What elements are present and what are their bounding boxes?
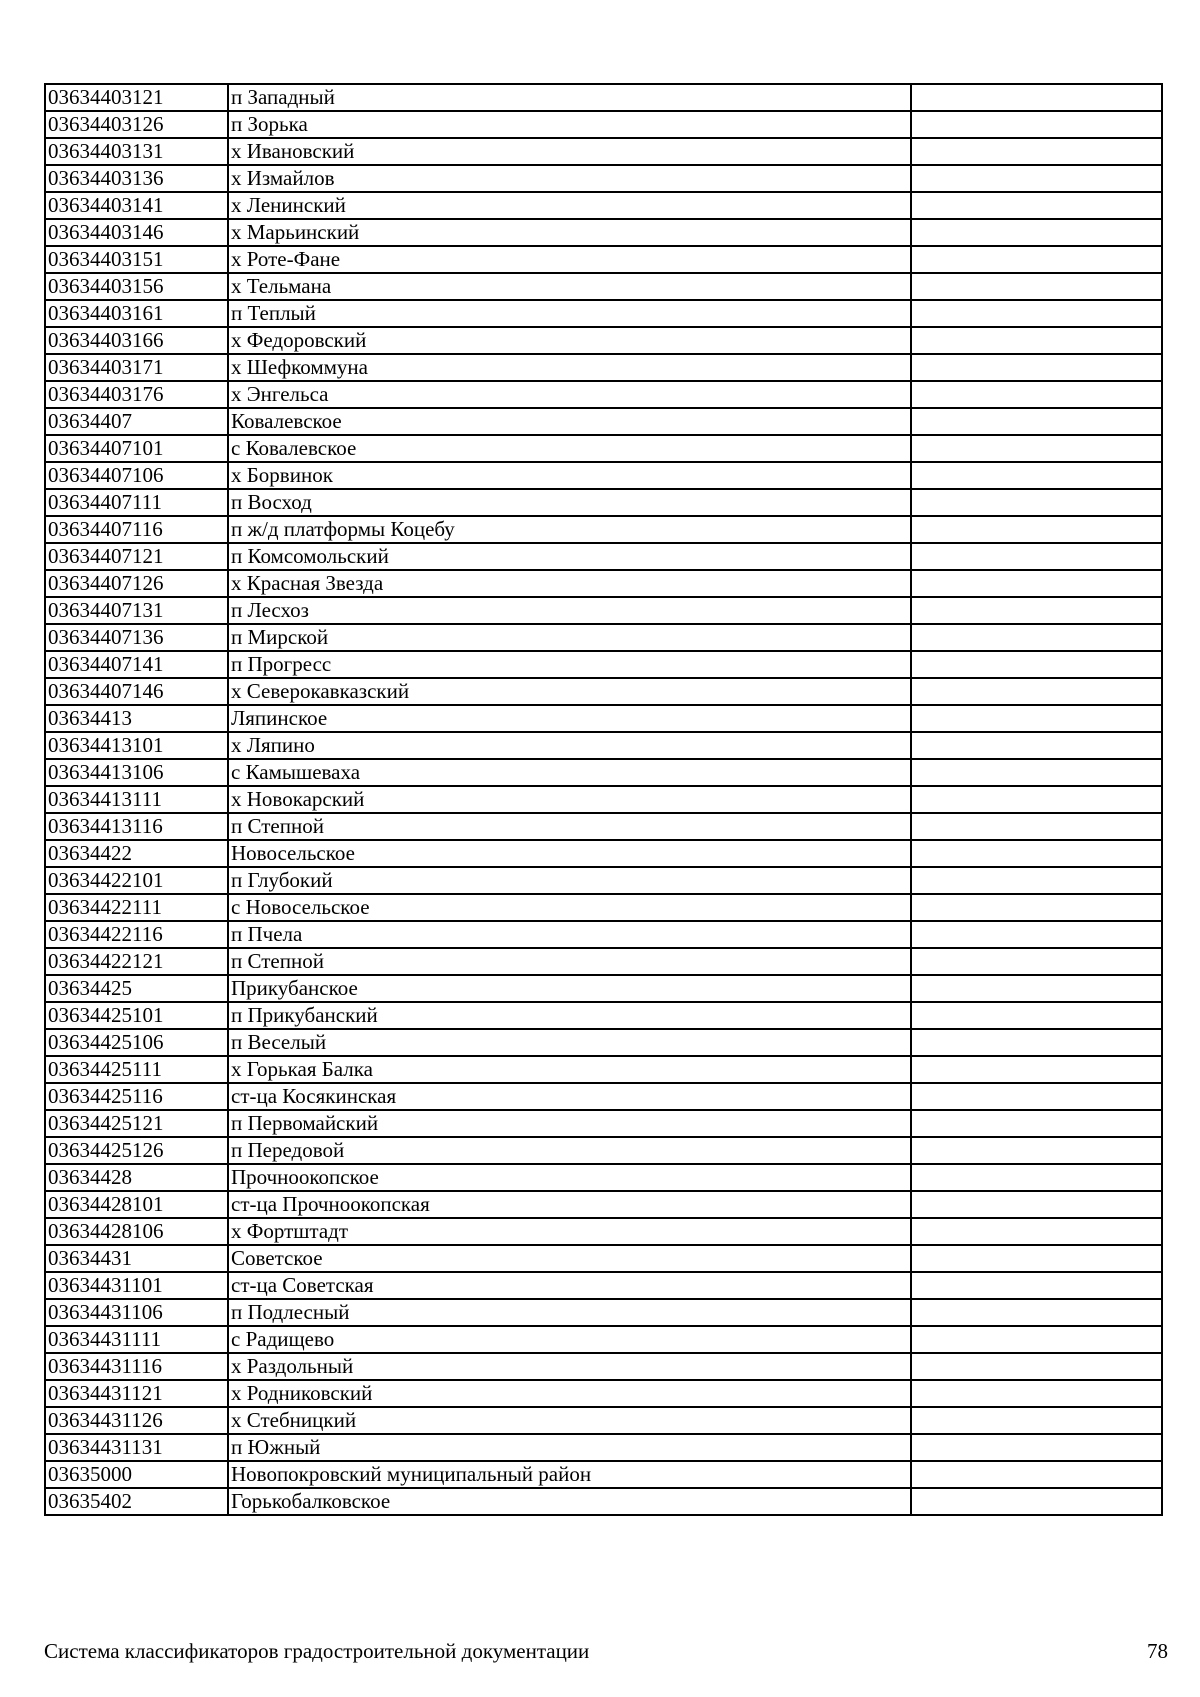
table-row [45, 732, 1162, 759]
settlement-name-cell: х Родниковский [228, 1380, 911, 1407]
okato-code-cell: 03634425121 [45, 1110, 228, 1137]
empty-cell [911, 975, 1162, 1002]
table-row [45, 1002, 1162, 1029]
table-row [45, 165, 1162, 192]
table-row [45, 624, 1162, 651]
settlement-name-cell: Ковалевское [228, 408, 911, 435]
table-row [45, 597, 1162, 624]
settlement-name-cell: ст-ца Советская [228, 1272, 911, 1299]
okato-code-cell: 03634403176 [45, 381, 228, 408]
settlement-name-cell: Ляпинское [228, 705, 911, 732]
empty-cell [911, 516, 1162, 543]
okato-code-cell: 03634403131 [45, 138, 228, 165]
okato-code-cell: 03634428101 [45, 1191, 228, 1218]
empty-cell [911, 1461, 1162, 1488]
settlement-name-cell: Советское [228, 1245, 911, 1272]
okato-code-cell: 03634413116 [45, 813, 228, 840]
okato-code-cell: 03634403151 [45, 246, 228, 273]
okato-code-cell: 03634403156 [45, 273, 228, 300]
table-row [45, 840, 1162, 867]
empty-cell [911, 1353, 1162, 1380]
settlement-name-cell: х Горькая Балка [228, 1056, 911, 1083]
empty-cell [911, 786, 1162, 813]
settlement-name-cell: п Зорька [228, 111, 911, 138]
table-row [45, 1353, 1162, 1380]
table-row [45, 192, 1162, 219]
okato-code-cell: 03635000 [45, 1461, 228, 1488]
settlement-name-cell: п Южный [228, 1434, 911, 1461]
okato-code-cell: 03634413101 [45, 732, 228, 759]
okato-code-cell: 03634422121 [45, 948, 228, 975]
okato-code-cell: 03634403136 [45, 165, 228, 192]
okato-code-cell: 03634403161 [45, 300, 228, 327]
okato-code-cell: 03634425101 [45, 1002, 228, 1029]
okato-code-cell: 03634425111 [45, 1056, 228, 1083]
settlement-name-cell: х Северокавказский [228, 678, 911, 705]
empty-cell [911, 1434, 1162, 1461]
okato-code-cell: 03634431101 [45, 1272, 228, 1299]
settlement-name-cell: п Прогресс [228, 651, 911, 678]
okato-code-cell: 03634407111 [45, 489, 228, 516]
settlement-name-cell: п Восход [228, 489, 911, 516]
okato-code-cell: 03634413106 [45, 759, 228, 786]
okato-code-cell: 03634431 [45, 1245, 228, 1272]
okato-code-cell: 03634431121 [45, 1380, 228, 1407]
okato-code-cell: 03634403171 [45, 354, 228, 381]
empty-cell [911, 1137, 1162, 1164]
table-row [45, 813, 1162, 840]
empty-cell [911, 651, 1162, 678]
empty-cell [911, 948, 1162, 975]
settlement-name-cell: с Новосельское [228, 894, 911, 921]
table-row [45, 948, 1162, 975]
okato-code-cell: 03634407106 [45, 462, 228, 489]
table-row [45, 1191, 1162, 1218]
empty-cell [911, 84, 1162, 111]
table-row [45, 1083, 1162, 1110]
table-row [45, 1434, 1162, 1461]
settlement-name-cell: х Тельмана [228, 273, 911, 300]
empty-cell [911, 624, 1162, 651]
table-row [45, 381, 1162, 408]
settlement-name-cell: п Комсомольский [228, 543, 911, 570]
table-row [45, 921, 1162, 948]
okato-code-cell: 03634403126 [45, 111, 228, 138]
settlement-name-cell: Новопокровский муниципальный район [228, 1461, 911, 1488]
settlement-name-cell: п Лесхоз [228, 597, 911, 624]
empty-cell [911, 1407, 1162, 1434]
empty-cell [911, 1110, 1162, 1137]
empty-cell [911, 678, 1162, 705]
okato-code-cell: 03634407121 [45, 543, 228, 570]
okato-code-cell: 03634407101 [45, 435, 228, 462]
okato-code-cell: 03634407116 [45, 516, 228, 543]
settlement-name-cell: Горькобалковское [228, 1488, 911, 1515]
empty-cell [911, 597, 1162, 624]
table-row [45, 678, 1162, 705]
table-row [45, 1164, 1162, 1191]
empty-cell [911, 1002, 1162, 1029]
okato-code-cell: 03634407131 [45, 597, 228, 624]
classifier-table-body [45, 84, 1162, 1515]
empty-cell [911, 705, 1162, 732]
settlement-name-cell: х Новокарский [228, 786, 911, 813]
empty-cell [911, 813, 1162, 840]
empty-cell [911, 840, 1162, 867]
settlement-name-cell: п Степной [228, 948, 911, 975]
okato-code-cell: 03634428 [45, 1164, 228, 1191]
okato-code-cell: 03634425116 [45, 1083, 228, 1110]
okato-code-cell: 03634425 [45, 975, 228, 1002]
settlement-name-cell: х Федоровский [228, 327, 911, 354]
settlement-name-cell: п Подлесный [228, 1299, 911, 1326]
settlement-name-cell: х Шефкоммуна [228, 354, 911, 381]
table-row [45, 894, 1162, 921]
settlement-name-cell: п Первомайский [228, 1110, 911, 1137]
empty-cell [911, 138, 1162, 165]
table-row [45, 354, 1162, 381]
table-row [45, 327, 1162, 354]
okato-code-cell: 03634428106 [45, 1218, 228, 1245]
table-row [45, 1245, 1162, 1272]
table-row [45, 1029, 1162, 1056]
settlement-name-cell: с Радищево [228, 1326, 911, 1353]
settlement-name-cell: ст-ца Прочноокопская [228, 1191, 911, 1218]
okato-code-cell: 03634425106 [45, 1029, 228, 1056]
table-row [45, 867, 1162, 894]
okato-code-cell: 03634431116 [45, 1353, 228, 1380]
table-row [45, 1407, 1162, 1434]
okato-code-cell: 03634413 [45, 705, 228, 732]
okato-code-cell: 03634431131 [45, 1434, 228, 1461]
empty-cell [911, 489, 1162, 516]
table-row [45, 516, 1162, 543]
settlement-name-cell: п Западный [228, 84, 911, 111]
table-row [45, 759, 1162, 786]
table-row [45, 786, 1162, 813]
table-row [45, 1110, 1162, 1137]
settlement-name-cell: х Фортштадт [228, 1218, 911, 1245]
empty-cell [911, 165, 1162, 192]
empty-cell [911, 300, 1162, 327]
table-row [45, 489, 1162, 516]
empty-cell [911, 1191, 1162, 1218]
empty-cell [911, 543, 1162, 570]
empty-cell [911, 732, 1162, 759]
settlement-name-cell: п Веселый [228, 1029, 911, 1056]
okato-code-cell: 03634422111 [45, 894, 228, 921]
empty-cell [911, 570, 1162, 597]
empty-cell [911, 1245, 1162, 1272]
settlement-name-cell: п Глубокий [228, 867, 911, 894]
table-row [45, 219, 1162, 246]
okato-code-cell: 03634422116 [45, 921, 228, 948]
table-row [45, 1272, 1162, 1299]
empty-cell [911, 1083, 1162, 1110]
empty-cell [911, 327, 1162, 354]
okato-code-cell: 03634431126 [45, 1407, 228, 1434]
table-row [45, 462, 1162, 489]
table-row [45, 84, 1162, 111]
table-row [45, 273, 1162, 300]
okato-code-cell: 03634407146 [45, 678, 228, 705]
settlement-name-cell: ст-ца Косякинская [228, 1083, 911, 1110]
table-row [45, 435, 1162, 462]
table-row [45, 570, 1162, 597]
settlement-name-cell: с Камышеваха [228, 759, 911, 786]
okato-code-cell: 03635402 [45, 1488, 228, 1515]
page-number: 78 [1147, 1639, 1168, 1663]
settlement-name-cell: Новосельское [228, 840, 911, 867]
okato-code-cell: 03634425126 [45, 1137, 228, 1164]
empty-cell [911, 921, 1162, 948]
settlement-name-cell: п Степной [228, 813, 911, 840]
empty-cell [911, 408, 1162, 435]
table-row [45, 1488, 1162, 1515]
settlement-name-cell: п Прикубанский [228, 1002, 911, 1029]
empty-cell [911, 192, 1162, 219]
empty-cell [911, 381, 1162, 408]
settlement-name-cell: п Пчела [228, 921, 911, 948]
okato-code-cell: 03634422 [45, 840, 228, 867]
table-row [45, 111, 1162, 138]
settlement-name-cell: х Красная Звезда [228, 570, 911, 597]
okato-code-cell: 03634403141 [45, 192, 228, 219]
empty-cell [911, 1488, 1162, 1515]
table-row [45, 543, 1162, 570]
okato-code-cell: 03634422101 [45, 867, 228, 894]
okato-code-cell: 03634407136 [45, 624, 228, 651]
okato-code-cell: 03634431106 [45, 1299, 228, 1326]
okato-code-cell: 03634403121 [45, 84, 228, 111]
table-row [45, 138, 1162, 165]
okato-code-cell: 03634403146 [45, 219, 228, 246]
settlement-name-cell: п Передовой [228, 1137, 911, 1164]
empty-cell [911, 1056, 1162, 1083]
empty-cell [911, 1299, 1162, 1326]
table-row [45, 1299, 1162, 1326]
empty-cell [911, 435, 1162, 462]
empty-cell [911, 273, 1162, 300]
settlement-name-cell: п Теплый [228, 300, 911, 327]
settlement-name-cell: х Энгельса [228, 381, 911, 408]
classifier-table [44, 83, 1163, 1516]
okato-code-cell: 03634403166 [45, 327, 228, 354]
table-row [45, 651, 1162, 678]
settlement-name-cell: х Раздольный [228, 1353, 911, 1380]
settlement-name-cell: х Ляпино [228, 732, 911, 759]
settlement-name-cell: х Ленинский [228, 192, 911, 219]
table-row [45, 1461, 1162, 1488]
settlement-name-cell: х Ивановский [228, 138, 911, 165]
empty-cell [911, 219, 1162, 246]
empty-cell [911, 354, 1162, 381]
table-row [45, 975, 1162, 1002]
empty-cell [911, 1272, 1162, 1299]
settlement-name-cell: Прочноокопское [228, 1164, 911, 1191]
settlement-name-cell: п ж/д платформы Коцебу [228, 516, 911, 543]
table-row [45, 300, 1162, 327]
empty-cell [911, 1326, 1162, 1353]
table-row [45, 1326, 1162, 1353]
table-row [45, 705, 1162, 732]
settlement-name-cell: х Измайлов [228, 165, 911, 192]
okato-code-cell: 03634407 [45, 408, 228, 435]
empty-cell [911, 462, 1162, 489]
settlement-name-cell: х Роте-Фане [228, 246, 911, 273]
settlement-name-cell: х Борвинок [228, 462, 911, 489]
okato-code-cell: 03634431111 [45, 1326, 228, 1353]
empty-cell [911, 1380, 1162, 1407]
empty-cell [911, 867, 1162, 894]
table-row [45, 1137, 1162, 1164]
table-row [45, 1380, 1162, 1407]
table-row [45, 408, 1162, 435]
table-row [45, 1056, 1162, 1083]
empty-cell [911, 111, 1162, 138]
empty-cell [911, 1218, 1162, 1245]
table-row [45, 246, 1162, 273]
empty-cell [911, 1029, 1162, 1056]
empty-cell [911, 1164, 1162, 1191]
footer-title: Система классификаторов градостроительной документации [44, 1639, 590, 1663]
settlement-name-cell: х Стебницкий [228, 1407, 911, 1434]
table-row [45, 1218, 1162, 1245]
settlement-name-cell: Прикубанское [228, 975, 911, 1002]
okato-code-cell: 03634407141 [45, 651, 228, 678]
settlement-name-cell: п Мирской [228, 624, 911, 651]
empty-cell [911, 759, 1162, 786]
empty-cell [911, 894, 1162, 921]
empty-cell [911, 246, 1162, 273]
okato-code-cell: 03634413111 [45, 786, 228, 813]
okato-code-cell: 03634407126 [45, 570, 228, 597]
settlement-name-cell: с Ковалевское [228, 435, 911, 462]
settlement-name-cell: х Марьинский [228, 219, 911, 246]
